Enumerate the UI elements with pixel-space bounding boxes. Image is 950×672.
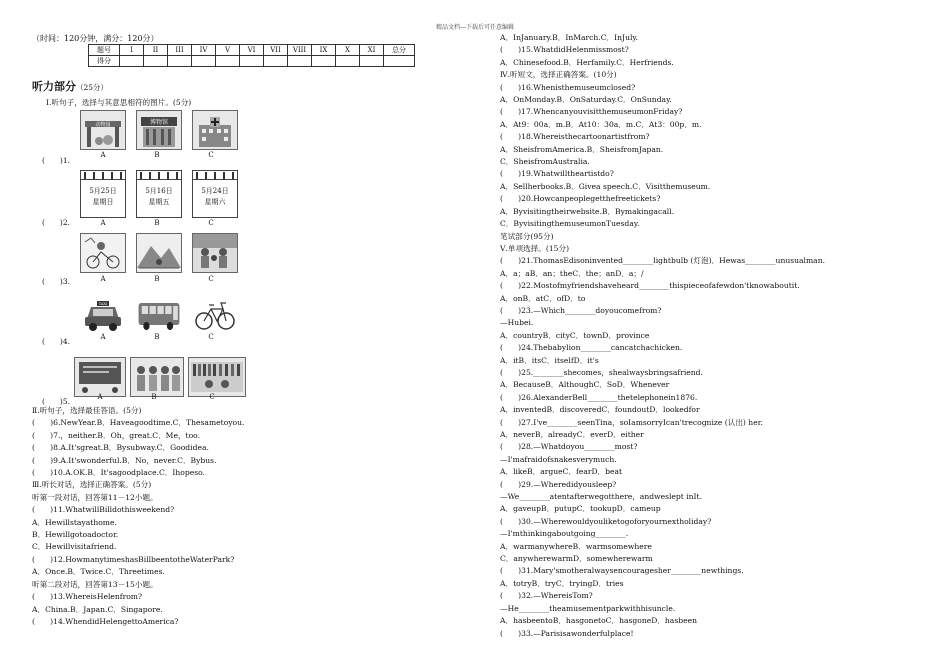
right-question-list — [500, 32, 920, 640]
q4-pictures — [80, 294, 238, 334]
question-line: 听第二段对话，回答第13－15小题。 — [32, 579, 158, 589]
score-header-cell: VIII — [288, 45, 312, 56]
question-line: —I'mthinkingaboutgoing________. — [500, 529, 629, 539]
question-line: C．ByvisitingthemuseumonTuesday. — [500, 219, 640, 229]
question-line: ( )22.Mostofmyfriendshaveheard________thispieceofafewdon'tknowaboutit. — [500, 281, 800, 291]
question-line: ( )8.A.It'sgreat.B．Bysubway.C．Goodidea. — [32, 443, 209, 453]
question-line: A．China.B．Japan.C．Singapore. — [32, 604, 163, 614]
question-line: ( )19.Whatwilltheartistdo? — [500, 169, 614, 179]
calendar-b: 5月16日 星期五 — [136, 170, 182, 218]
score-cell[interactable] — [120, 56, 144, 67]
question-line: A．onB．atC．ofD．to — [500, 293, 586, 303]
question-line: A．Chinesefood.B．Herfamily.C．Herfriends. — [500, 57, 674, 67]
question-line: ( )14.WhendidHelengettoAmerica? — [32, 616, 179, 626]
zoo-picture — [80, 110, 126, 150]
mountain-picture — [136, 233, 182, 273]
question-line: A．likeB．argueC．fearD．beat — [500, 467, 623, 477]
question-2: ( )2. — [42, 218, 71, 227]
question-line: A．hasbeentoB．hasgonetoC．hasgoneD．hasbeen — [500, 616, 697, 626]
question-line: A．warmanywhereB．warmsomewhere — [500, 541, 652, 551]
calendar-c: 5月24日 星期六 — [192, 170, 238, 218]
score-cell: 得分 — [89, 56, 120, 67]
question-line: A．At9：00a．m.B．At10：30a．m.C．At3：00p．m. — [500, 119, 702, 129]
question-line: Ⅱ.听句子，选择最佳答语。(5分) — [32, 406, 142, 415]
question-line: A．SheisfromAmerica.B．SheisfromJapan. — [500, 144, 664, 154]
question-line: A．neverB．alreadyC．everD．either — [500, 430, 644, 439]
score-cell[interactable] — [384, 56, 415, 67]
score-cell[interactable] — [360, 56, 384, 67]
score-header-cell: V — [216, 45, 240, 56]
question-line: ( )16.Whenisthemuseumclosed? — [500, 82, 636, 92]
section-listening-title: 听力部分（25分） — [32, 80, 109, 93]
library-picture — [188, 357, 246, 397]
question-line: ( )32.—WhereisTom? — [500, 591, 593, 601]
question-line: ( )11.WhatwillBilldothisweekend? — [32, 505, 175, 515]
classroom-board-picture — [74, 357, 126, 397]
score-header-cell: IV — [192, 45, 216, 56]
taxi-picture — [80, 294, 126, 334]
question-line: ( )6.NewYear.B．Haveagoodtime.C．Thesametoyou. — [32, 418, 245, 428]
score-cell[interactable] — [336, 56, 360, 67]
score-cell[interactable] — [216, 56, 240, 67]
bus-picture — [136, 294, 182, 334]
question-line: ( )7.，neither.B．Oh，great.C．Me，too. — [32, 430, 201, 440]
score-header-cell: 总分 — [384, 45, 415, 56]
question-line: ( )24.Thebabylion________cancatchachicken. — [500, 343, 683, 353]
question-line: C．Hewillvisitafriend. — [32, 542, 117, 552]
score-table — [88, 44, 415, 67]
question-line: ( )21.ThomasEdisoninvented________lightbulb (灯泡)．Hewas________unusualman. — [500, 256, 825, 266]
question-line: A．OnMonday.B．OnSaturday.C．OnSunday. — [500, 95, 672, 105]
question-line: —We________atentafterwegotthere，andweslept inIt. — [500, 492, 703, 502]
svg-text:TAXI: TAXI — [98, 302, 108, 306]
question-line: ( )12.HowmanytimeshasBillbeentotheWaterPark? — [32, 554, 235, 564]
family-picture — [192, 233, 238, 273]
question-line: ( )28.—Whatdoyou________most? — [500, 442, 638, 452]
question-4: ( )4. — [42, 337, 71, 346]
score-header-cell: VI — [240, 45, 264, 56]
question-line: ( )10.A.OK.B．It'sagoodplace.C．Ihopeso. — [32, 468, 205, 478]
question-line: Ⅲ.听长对话，选择正确答案。(5分) — [32, 480, 152, 490]
question-line: A．Sellherbooks.B．Givea speech.C．Visitthemuseum. — [500, 181, 711, 191]
score-header-cell: X — [336, 45, 360, 56]
question-line: A．Hewillstayathome. — [32, 517, 117, 527]
calendar-a: 5月25日 星期日 — [80, 170, 126, 218]
children-picture — [130, 357, 184, 397]
score-cell[interactable] — [240, 56, 264, 67]
question-line: ( )15.WhatdidHelenmissmost? — [500, 45, 629, 55]
question-line: ( )13.WhereisHelenfrom? — [32, 592, 143, 602]
svg-text:博物馆: 博物馆 — [149, 119, 169, 126]
question-line: A．BecauseB．AlthoughC．SoD．Whenever — [500, 380, 670, 390]
score-header-cell: III — [168, 45, 192, 56]
score-header-cell: I — [120, 45, 144, 56]
left-question-list — [32, 405, 452, 628]
hospital-picture — [192, 110, 238, 150]
bicycle-picture — [192, 294, 238, 334]
question-line: ( )33.—Parisisawonderfulplace! — [500, 628, 634, 638]
q5-pictures — [74, 357, 246, 397]
question-line: B．Hewillgotoadoctor. — [32, 530, 119, 540]
q3-pictures — [80, 233, 238, 273]
question-line: ( )29.—Wheredidyousleep? — [500, 479, 617, 489]
question-line: ( )17.WhencanyouvisitthemuseumonFriday? — [500, 107, 683, 117]
score-cell[interactable] — [312, 56, 336, 67]
score-header-cell: XI — [360, 45, 384, 56]
question-line: C．SheisfromAustralia. — [500, 157, 590, 167]
score-cell[interactable] — [168, 56, 192, 67]
score-cell[interactable] — [288, 56, 312, 67]
question-line: C．anywherewarmD．somewherewarm — [500, 554, 653, 564]
question-line: ( )9.A.It'swonderful.B．No，never.C．Bybus. — [32, 455, 217, 465]
question-5: ( )5. — [42, 397, 71, 406]
score-header-cell: VII — [264, 45, 288, 56]
museum-picture — [136, 110, 182, 150]
question-line: ( )25.________shecomes，shealwaysbringsafriend. — [500, 367, 703, 377]
question-line: —He________theamusementparkwithhisuncle. — [500, 603, 676, 613]
q1-pictures — [80, 110, 238, 150]
question-line: Ⅴ.单项选择。(15分) — [500, 243, 570, 253]
zoo-sign: 动物园 — [95, 122, 111, 128]
question-line: Ⅳ.听短文，选择正确答案。(10分) — [500, 70, 617, 80]
part1-title: Ⅰ.听句子，选择与其意思相符的图片。(5分) — [46, 98, 192, 107]
question-line: A．Byvisitingtheirwebsite.B．Bymakingacall. — [500, 206, 674, 216]
question-line: A．totryB．tryC．tryingD．tries — [500, 578, 624, 588]
score-cell[interactable] — [192, 56, 216, 67]
question-line: ( )27.I've________seenTina，soIamsorryIcan'trecognize (认出) her. — [500, 417, 763, 427]
header-note: 精品文档---下载后可任意编辑 — [435, 24, 515, 31]
question-line: ( )26.AlexanderBell________thetelephonein1876. — [500, 392, 698, 402]
score-header-cell: IX — [312, 45, 336, 56]
people-cycling-picture — [80, 233, 126, 273]
score-header-cell: 题号 — [89, 45, 120, 56]
question-line: ( )18.Whereisthecartoonartistfrom? — [500, 132, 650, 142]
question-line: ( )30.—Wherewouldyouliketogoforyournextholiday? — [500, 516, 712, 526]
question-line: 听第一段对话，回答第11－12小题。 — [32, 492, 158, 502]
score-header-cell: II — [144, 45, 168, 56]
score-cell[interactable] — [264, 56, 288, 67]
question-line: —Hubei. — [500, 318, 534, 328]
question-1: ( )1. — [42, 156, 71, 165]
question-line: A．countryB．cityC．townD．province — [500, 330, 650, 340]
question-line: —I'mafraidofsnakesverymuch. — [500, 454, 617, 464]
question-line: ( )20.Howcanpeoplegetthefreetickets? — [500, 194, 661, 204]
time-line: （时间：120分钟，满分：120分） — [32, 34, 159, 43]
q2-calendars — [80, 170, 238, 218]
question-line: A．a；aB．an；theC．the；anD．a；/ — [500, 268, 644, 278]
question-line: ( )23.—Which________doyoucomefrom? — [500, 305, 662, 315]
question-line: A．InJanuary.B．InMarch.C．InJuly. — [500, 33, 639, 42]
question-line: 笔试部分(95分) — [500, 231, 554, 241]
score-cell[interactable] — [144, 56, 168, 67]
question-line: A．Once.B．Twice.C．Threetimes. — [32, 567, 165, 577]
question-line: A．inventedB．discoveredC．foundoutD．lookedfor — [500, 405, 700, 415]
question-line: A．gaveupB．putupC．tookupD．cameup — [500, 504, 661, 514]
question-3: ( )3. — [42, 277, 71, 286]
question-line: ( )31.Mary'smotheralwaysencouragesher________newthings. — [500, 566, 744, 576]
question-line: A．itB．itsC．itselfD．it's — [500, 355, 599, 365]
